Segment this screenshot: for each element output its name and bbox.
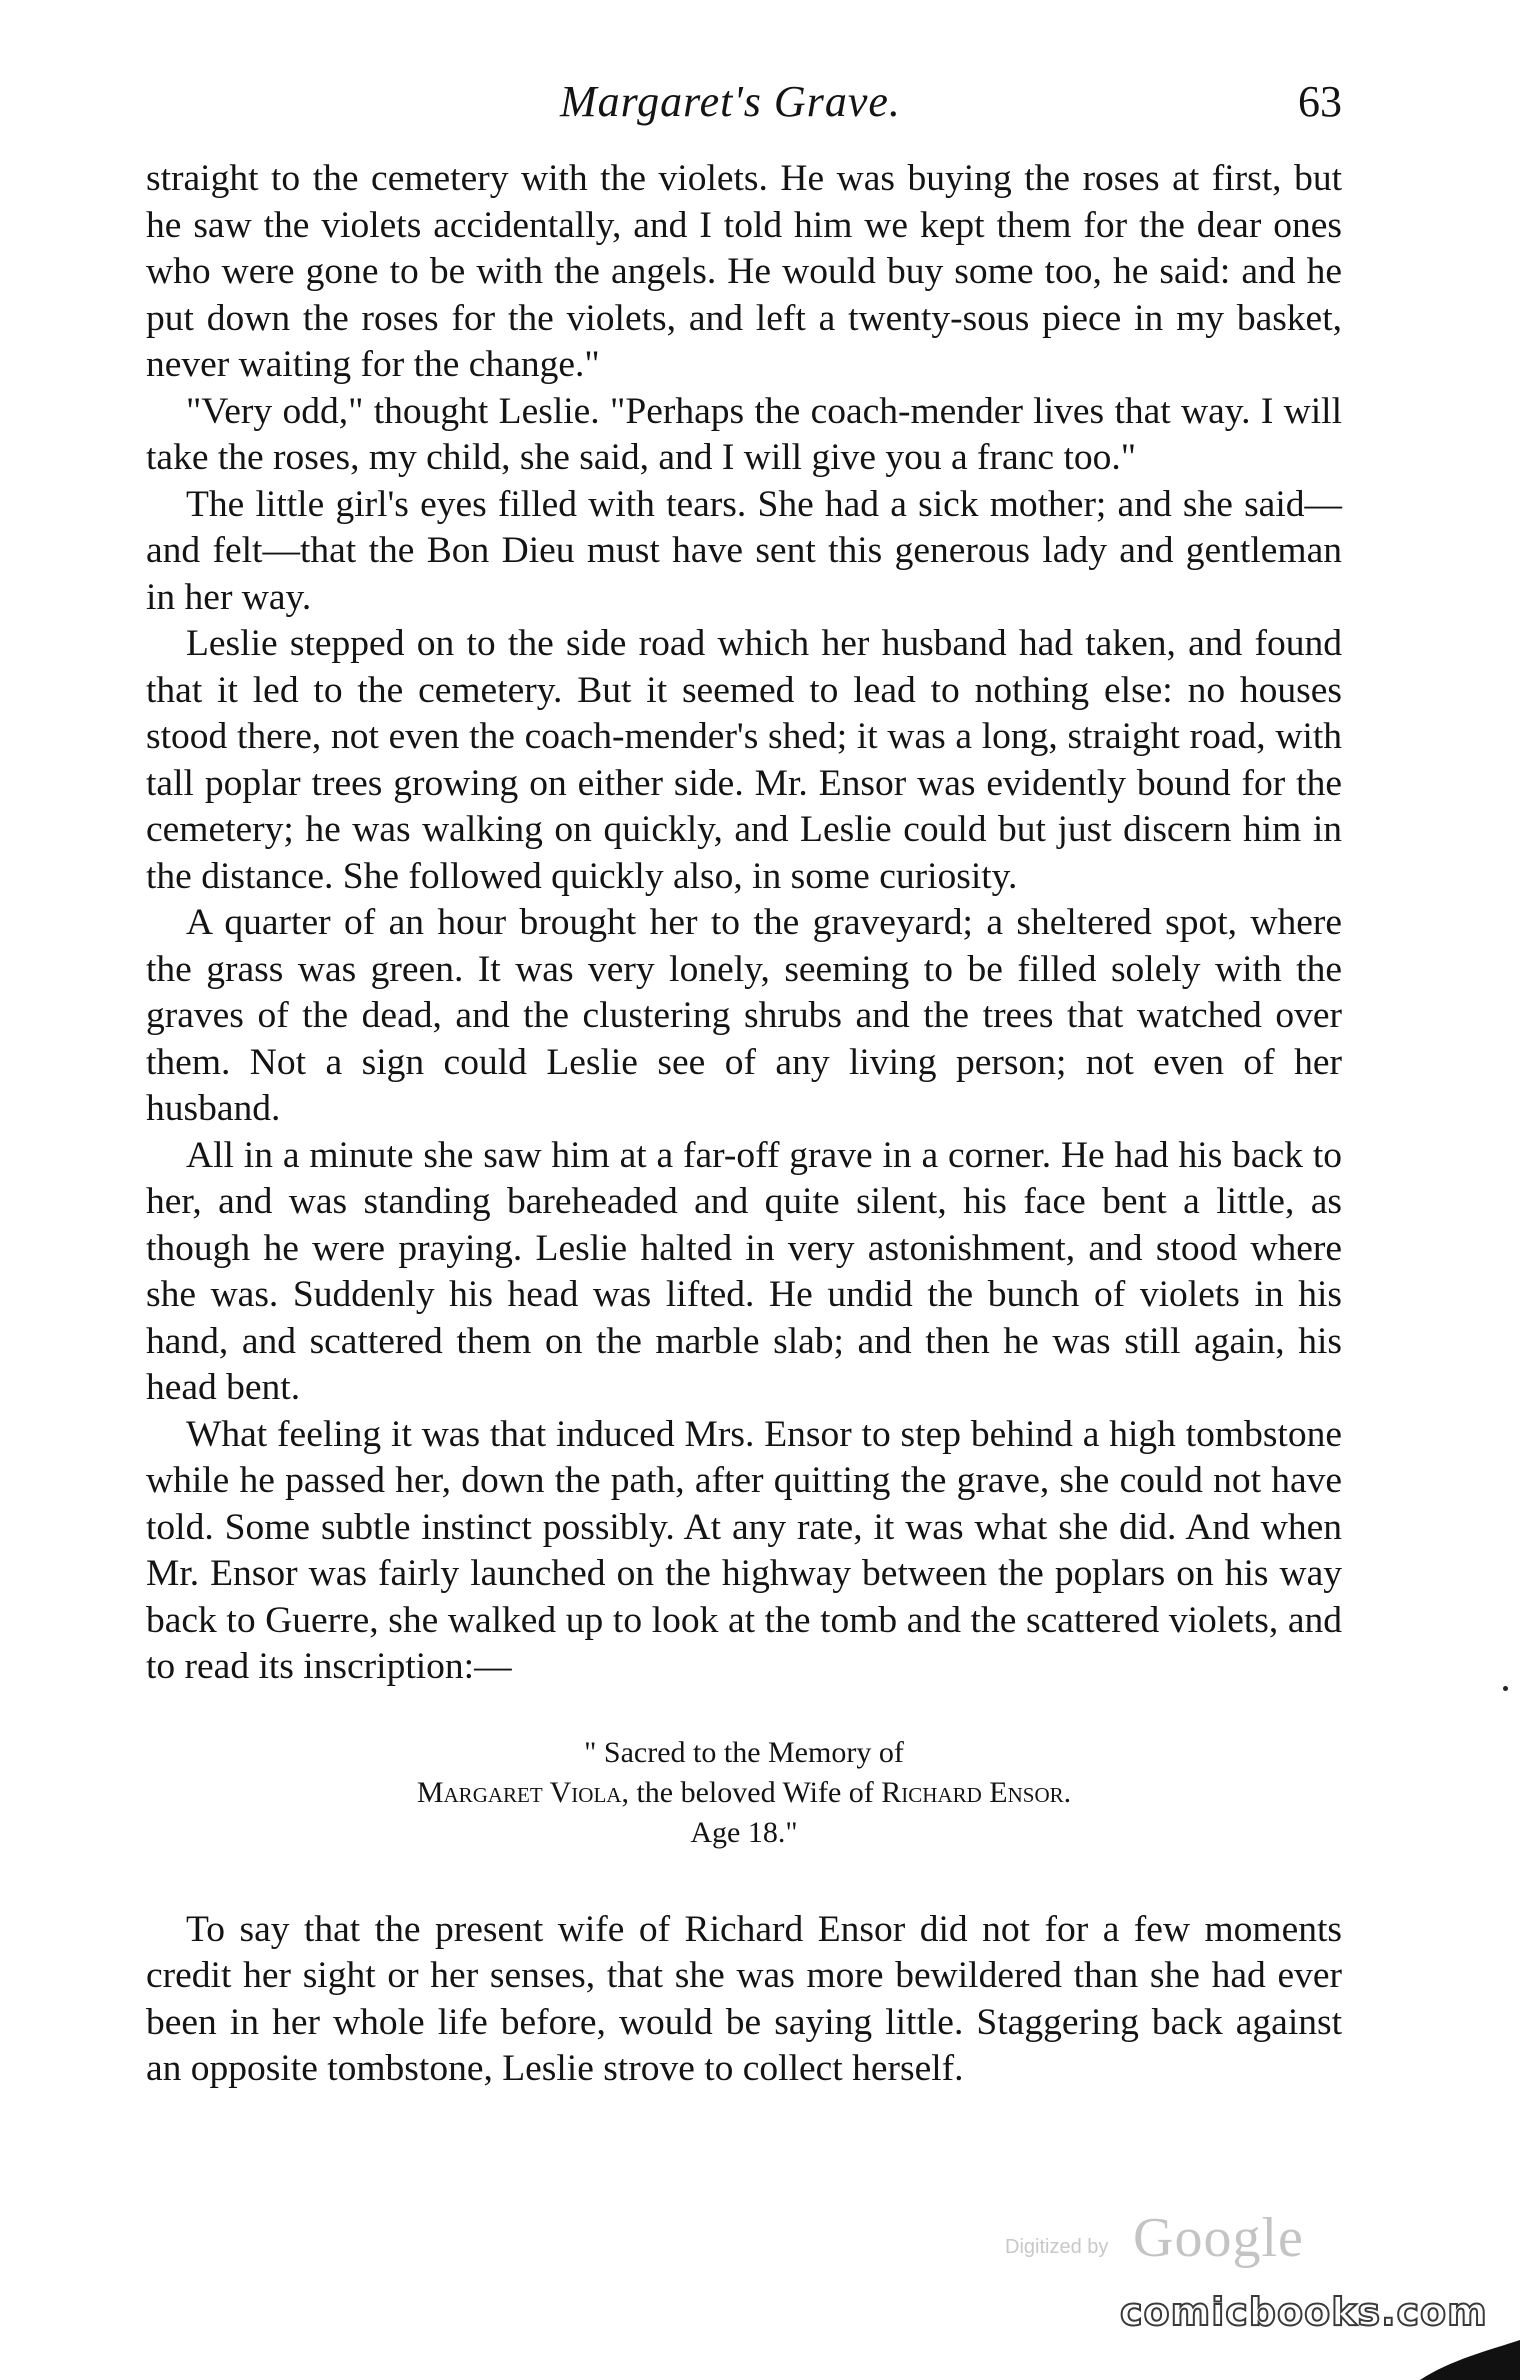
inscription-line bbox=[146, 1773, 1342, 1813]
running-title: Margaret's Grave. bbox=[560, 77, 901, 126]
page-number: 63 bbox=[1298, 77, 1342, 126]
paragraph: All in a minute she saw him at a far-off grave in a corner. He had his back to her, and was standing bareheaded and quite silent, his face bent a little, as though he were praying. Leslie halted in very astonishment, and stood where she was. Suddenly his head was lifted. He undid the bunch of violets in his hand, and scattered them on the marble slab; and then he was still again, his head bent. bbox=[146, 1134, 1342, 1408]
inscription-line: " Sacred to the Memory of bbox=[584, 1735, 904, 1769]
inscription-text: , the beloved Wife of bbox=[621, 1775, 882, 1809]
body-text bbox=[146, 156, 1342, 2093]
inscription-text: . bbox=[1063, 1775, 1072, 1809]
paragraph: "Very odd," thought Leslie. "Perhaps the coach-mender lives that way. I will take the roses, my child, she said, and I will give you a franc too." bbox=[146, 390, 1342, 478]
paragraph: To say that the present wife of Richard Ensor did not for a few moments credit her sight or her senses, that she was more bewildered than she had ever been in her whole life before, would be saying little. Staggering back against an opposite tombstone, Leslie strove to collect herself. bbox=[146, 1908, 1342, 2089]
scan-speck bbox=[1503, 1686, 1508, 1691]
paragraph: What feeling it was that induced Mrs. Ensor to step behind a high tombstone while he passed her, down the path, after quitting the grave, she could not have told. Some subtle instinct possibly. At any rate, it was what she did. And when Mr. Ensor was fairly launched on the highway between the poplars on his way back to Guerre, she walked up to look at the tomb and the scattered violets, and to read its inscription:— bbox=[146, 1413, 1342, 1687]
paragraph: Leslie stepped on to the side road which her husband had taken, and found that it led to the cemetery. But it seemed to lead to nothing else: no houses stood there, not even the coach-mender's shed; it was a long, straight road, with tall poplar trees growing on either side. Mr. Ensor was evidently bound for the cemetery; he was walking on quickly, and Leslie could but just discern him in the distance. She followed quickly also, in some curiosity. bbox=[146, 623, 1342, 897]
inscription-name: Margaret Viola bbox=[416, 1775, 622, 1809]
paragraph-continued: straight to the cemetery with the violets. He was buying the roses at first, but he saw the violets accidentally, and I told him we kept them for the dear ones who were gone to be with the angels. He would buy some too, he said: and he put down the roses for the violets, and left a twenty-sous piece in my basket, never waiting for the change." bbox=[146, 158, 1342, 385]
inscription-line: Age 18." bbox=[690, 1815, 798, 1849]
digitized-label: Digitized by bbox=[1005, 2236, 1109, 2258]
tomb-inscription bbox=[146, 1733, 1342, 1853]
site-watermark: comicbooks.com bbox=[1120, 2290, 1488, 2334]
corner-swoosh-icon bbox=[1420, 2310, 1520, 2380]
paragraph: The little girl's eyes filled with tears. She had a sick mother; and she said—and felt—that the Bon Dieu must have sent this generous lady and gentleman in her way. bbox=[146, 483, 1342, 618]
paragraph: A quarter of an hour brought her to the graveyard; a sheltered spot, where the grass was green. It was very lonely, seeming to be filled solely with the graves of the dead, and the clustering shrubs and the trees that watched over them. Not a sign could Leslie see of any living person; not even of her husband. bbox=[146, 902, 1342, 1129]
google-logo: Google bbox=[1133, 2207, 1304, 2269]
inscription-name: Richard Ensor bbox=[881, 1775, 1064, 1809]
running-head bbox=[0, 76, 1520, 136]
digitized-by-google-mark bbox=[1005, 2206, 1335, 2276]
